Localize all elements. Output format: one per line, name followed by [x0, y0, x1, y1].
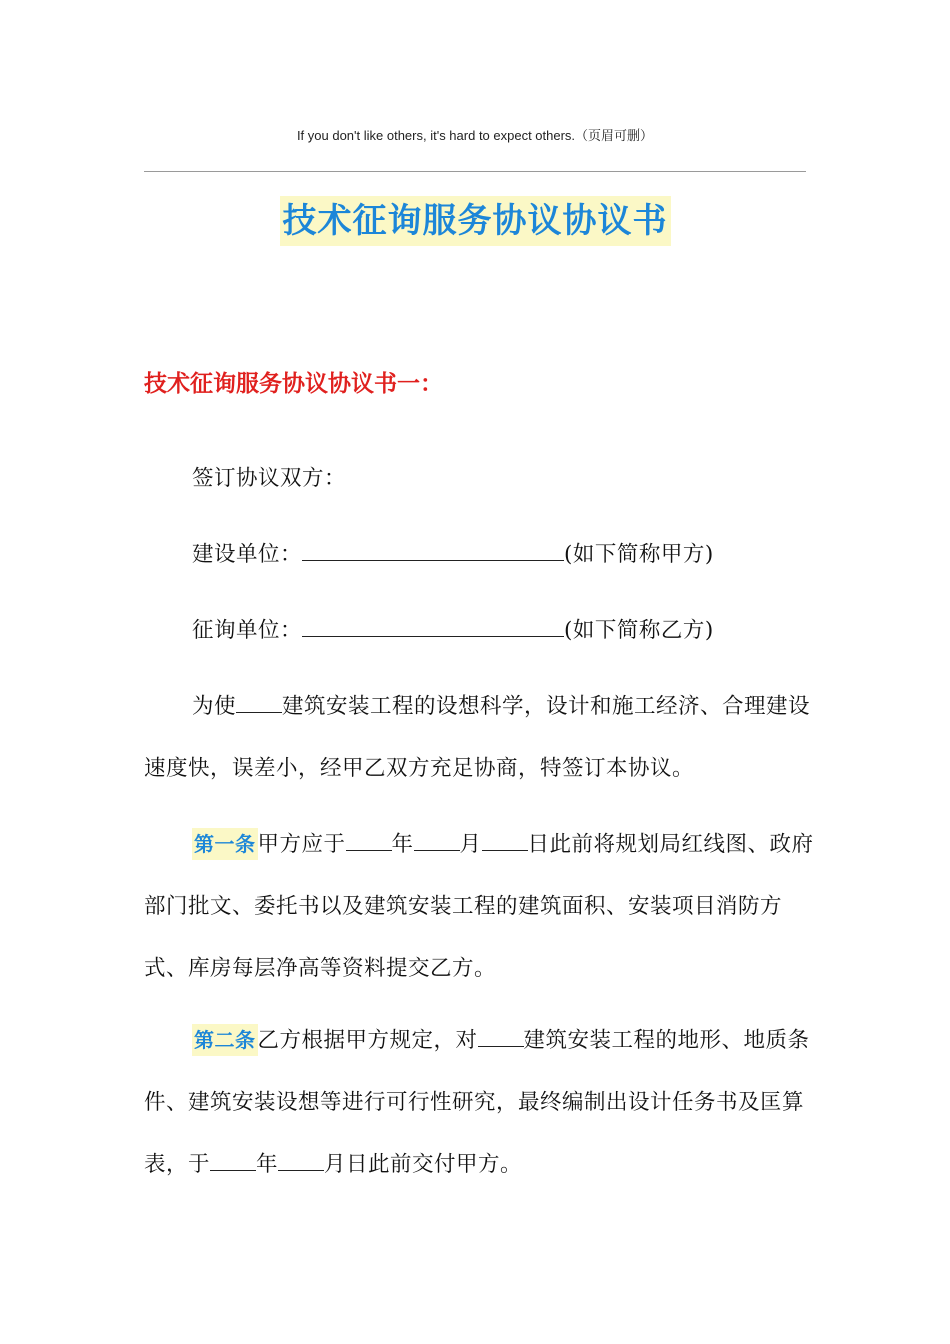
year-blank: [210, 1154, 256, 1171]
article-1-text-1: 甲方应于: [257, 832, 346, 857]
party-b-label: 征询单位：: [192, 618, 303, 643]
header-divider: [144, 171, 806, 172]
party-a-label: 建设单位：: [192, 542, 303, 567]
document-title: 技术征询服务协议协议书: [280, 196, 671, 246]
article-1-text-2: 日此前将规划局红线图、政府部门批文、委托书以及建筑安装工程的建筑面积、安装项目消防方式、库房每层净高等资料提交乙方。: [144, 832, 814, 981]
purpose-text-1: 为使: [192, 694, 237, 719]
party-a-suffix: (如下简称甲方): [564, 542, 714, 567]
section-heading: 技术征询服务协议协议书一：: [144, 371, 443, 397]
month-blank: [414, 834, 460, 851]
year-blank: [346, 834, 392, 851]
parties-intro: [144, 448, 816, 510]
project-name-blank: [236, 696, 282, 713]
page-header: If you don't like others, it's hard to expect others.（页眉可删）: [296, 128, 654, 143]
parties-intro-text: 签订协议双方：: [192, 466, 347, 491]
article-2-label: 第二条: [192, 1024, 258, 1056]
party-b-suffix: (如下简称乙方): [564, 618, 714, 643]
article-2-year: 年: [256, 1152, 279, 1177]
month-blank: [278, 1154, 324, 1171]
document-title-row: [0, 196, 950, 246]
party-a-blank: [302, 544, 564, 561]
purpose-paragraph: [144, 676, 816, 800]
article-2-text-3: 月日此前交付甲方。: [324, 1152, 523, 1177]
article-1-label: 第一条: [192, 828, 258, 860]
article-2-text-2: 建筑安装工程的地形、地质条件、建筑安装设想等进行可行性研究，最终编制出设计任务书及匡算表，于: [144, 1028, 810, 1177]
party-b-line: [144, 600, 816, 662]
party-b-blank: [302, 620, 564, 637]
article-2-text-1: 乙方根据甲方规定，对: [257, 1028, 478, 1053]
article-1-year: 年: [391, 832, 414, 857]
purpose-text-2: 建筑安装工程的设想科学，设计和施工经济、合理建设速度快，误差小，经甲乙双方充足协商，特签订本协议。: [144, 694, 811, 781]
article-1-paragraph: [144, 814, 816, 1000]
project-blank: [478, 1030, 524, 1047]
article-1-month: 月: [459, 832, 482, 857]
article-2-paragraph: [144, 1010, 816, 1196]
day-blank: [482, 834, 528, 851]
party-a-line: [144, 524, 816, 586]
